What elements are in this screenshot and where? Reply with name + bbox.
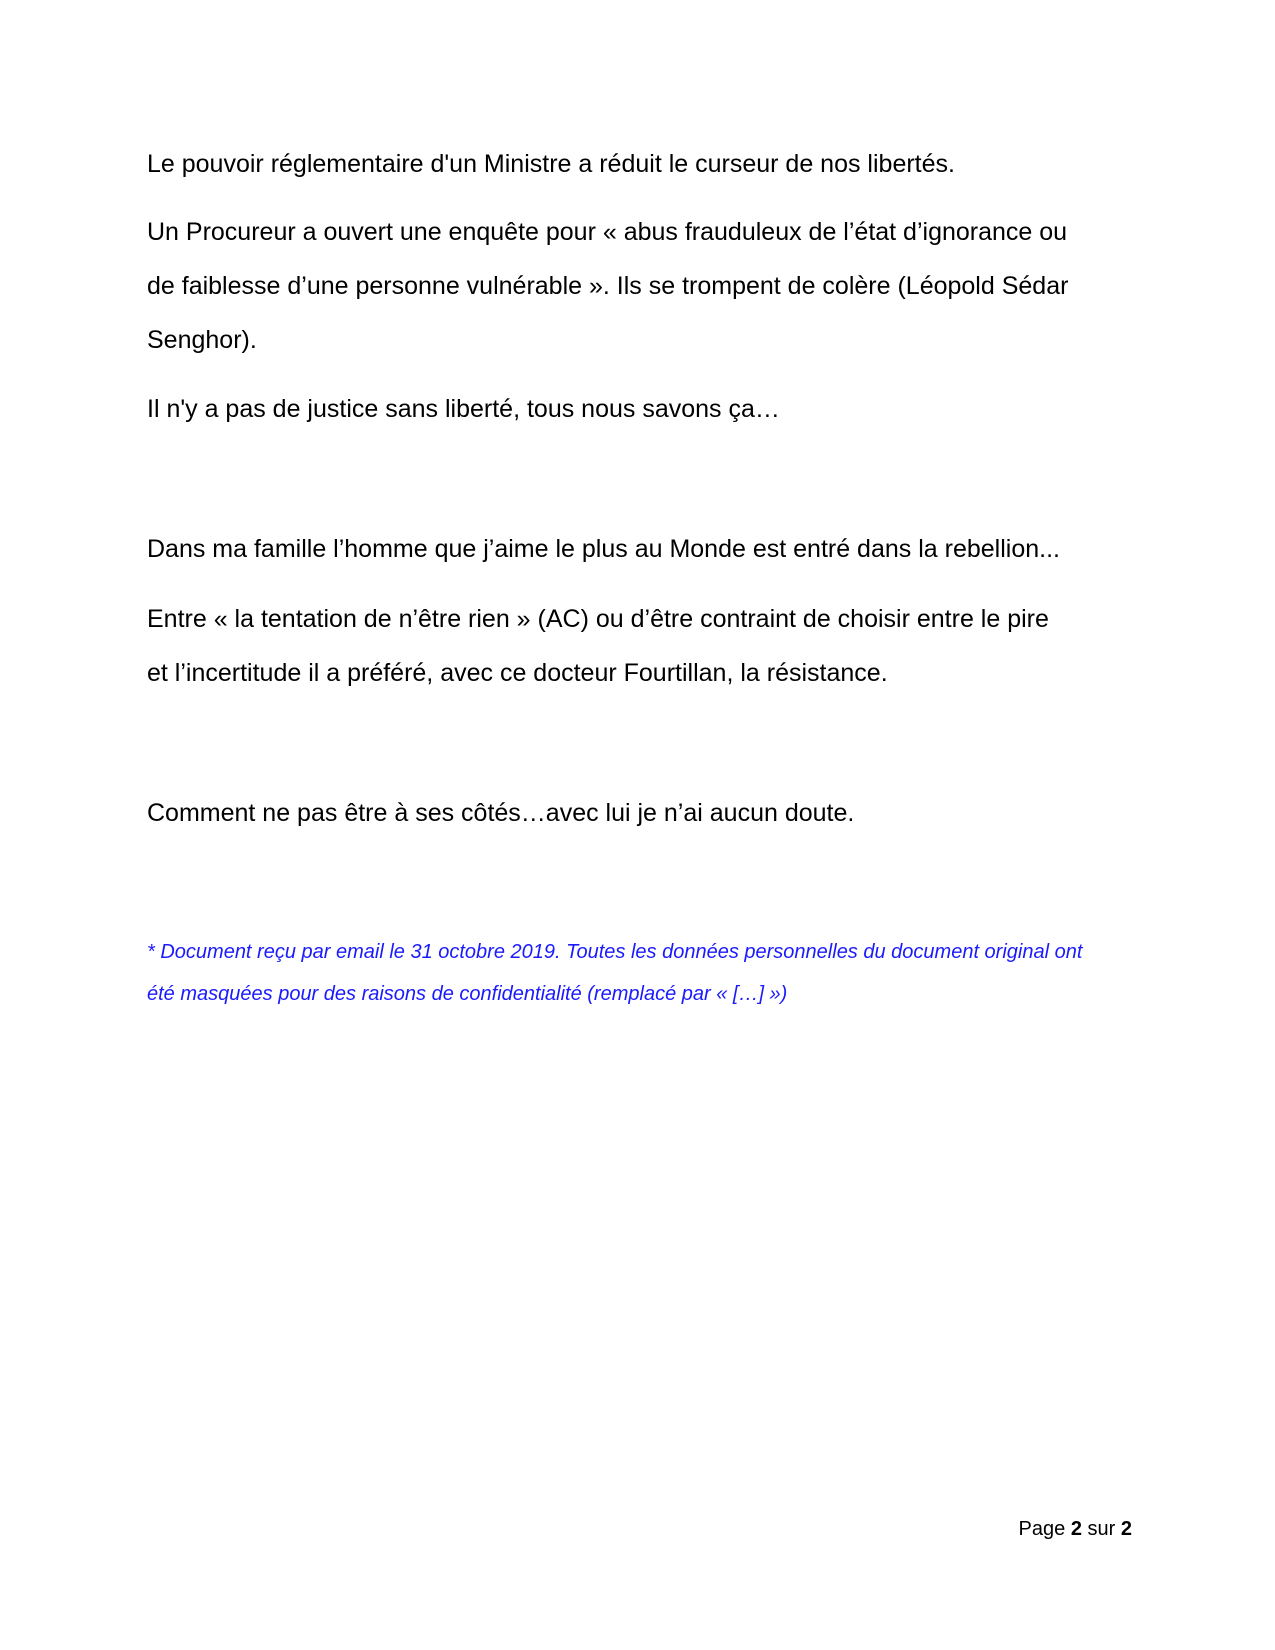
- paragraph-line-6: Dans ma famille l’homme que j’aime le plus au Monde est entré dans la rebellion...: [147, 535, 1060, 563]
- paragraph-line-7: Entre « la tentation de n’être rien » (AC) ou d’être contraint de choisir entre le pire: [147, 605, 1049, 633]
- paragraph-line-9: Comment ne pas être à ses côtés…avec lui je n’ai aucun doute.: [147, 799, 855, 827]
- paragraph-line-3: de faiblesse d’une personne vulnérable ». Ils se trompent de colère (Léopold Sédar: [147, 272, 1069, 300]
- page-of-label: sur: [1087, 1518, 1116, 1540]
- page-label: Page: [1018, 1518, 1066, 1540]
- footnote-line-1: * Document reçu par email le 31 octobre 2019. Toutes les données personnelles du document original ont: [147, 941, 1083, 963]
- page-number-footer: [1019, 1514, 1132, 1544]
- paragraph-line-8: et l’incertitude il a préféré, avec ce docteur Fourtillan, la résistance.: [147, 659, 888, 687]
- current-page-number: 2: [1070, 1518, 1082, 1540]
- paragraph-line-2: Un Procureur a ouvert une enquête pour « abus frauduleux de l’état d’ignorance ou: [147, 218, 1068, 246]
- paragraph-line-5: Il n'y a pas de justice sans liberté, tous nous savons ça…: [147, 395, 780, 423]
- paragraph-line-1: Le pouvoir réglementaire d'un Ministre a réduit le curseur de nos libertés.: [147, 150, 955, 178]
- total-page-number: 2: [1120, 1518, 1132, 1540]
- paragraph-line-4: Senghor).: [147, 326, 257, 354]
- footnote-line-2: été masquées pour des raisons de confidentialité (remplacé par « […] »): [147, 983, 788, 1005]
